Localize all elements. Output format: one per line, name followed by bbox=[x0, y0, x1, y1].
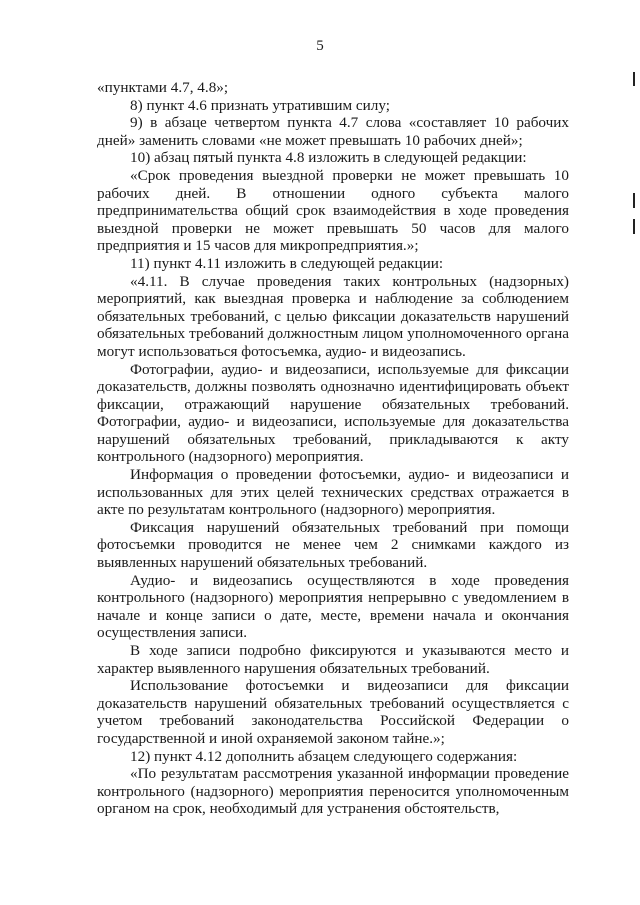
margin-mark bbox=[633, 219, 635, 234]
paragraph: Аудио- и видеозапись осуществляются в ходе проведения контрольного (надзорного) мероприятия непрерывно с уведомлением в начале и конце записи о дате, месте, времени начала и окончания осуществления записи. bbox=[97, 571, 569, 642]
paragraph: «По результатам рассмотрения указанной информации проведение контрольного (надзорного) мероприятия переносится уполномоченным органом на срок, необходимый для устранения обстоятельств, bbox=[97, 765, 569, 818]
paragraph: 9) в абзаце четвертом пункта 4.7 слова «составляет 10 рабочих дней» заменить словами «не может превышать 10 рабочих дней»; bbox=[97, 114, 569, 149]
document-body bbox=[97, 79, 569, 818]
paragraph: «пунктами 4.7, 4.8»; bbox=[97, 79, 229, 96]
paragraph: «4.11. В случае проведения таких контрольных (надзорных) мероприятий, как выездная проверка и наблюдение за соблюдением обязательных требований, с целью фиксации доказательств нарушений обязательных требований должностным лицом уполномоченного органа могут использоваться фотосъемка, аудио- и видеозапись. bbox=[97, 272, 569, 360]
paragraph: 12) пункт 4.12 дополнить абзацем следующего содержания: bbox=[130, 747, 518, 765]
page-number: 5 bbox=[316, 38, 324, 54]
paragraph: 11) пункт 4.11 изложить в следующей редакции: bbox=[130, 254, 444, 272]
margin-mark bbox=[633, 193, 635, 208]
margin-mark bbox=[633, 72, 635, 86]
paragraph: «Срок проведения выездной проверки не может превышать 10 рабочих дней. В отношении одного субъекта малого предпринимательства общий срок взаимодействия в ходе проведения выездной проверки не может превышать 50 часов для малого предприятия и 15 часов для микропредприятия.»; bbox=[97, 166, 569, 255]
paragraph: Информация о проведении фотосъемки, аудио- и видеозаписи и использованных для этих целей технических средствах отражается в акте по результатам контрольного (надзорного) мероприятия. bbox=[97, 466, 569, 519]
paragraph: 10) абзац пятый пункта 4.8 изложить в следующей редакции: bbox=[130, 149, 527, 167]
paragraph: Фиксация нарушений обязательных требований при помощи фотосъемки проводится не менее чем 2 снимками каждого из выявленных нарушений обязательных требований. bbox=[97, 518, 569, 572]
paragraph: Использование фотосъемки и видеозаписи для фиксации доказательств нарушений обязательных требований осуществляется с учетом требований законодательства Российской Федерации о государственной и иной охраняемой законом тайне.»; bbox=[97, 677, 569, 747]
paragraph: 8) пункт 4.6 признать утратившим силу; bbox=[130, 96, 390, 114]
paragraph: В ходе записи подробно фиксируются и указываются место и характер выявленного нарушения обязательных требований. bbox=[97, 642, 569, 677]
paragraph: Фотографии, аудио- и видеозаписи, используемые для фиксации доказательств, должны позволять однозначно идентифицировать объект фиксации, отражающий нарушение обязательных требований. Фотографии, аудио- и видеозаписи, используемые для доказательства нарушений обязательных требований, прикладываются к акту контрольного (надзорного) мероприятия. bbox=[97, 360, 569, 466]
